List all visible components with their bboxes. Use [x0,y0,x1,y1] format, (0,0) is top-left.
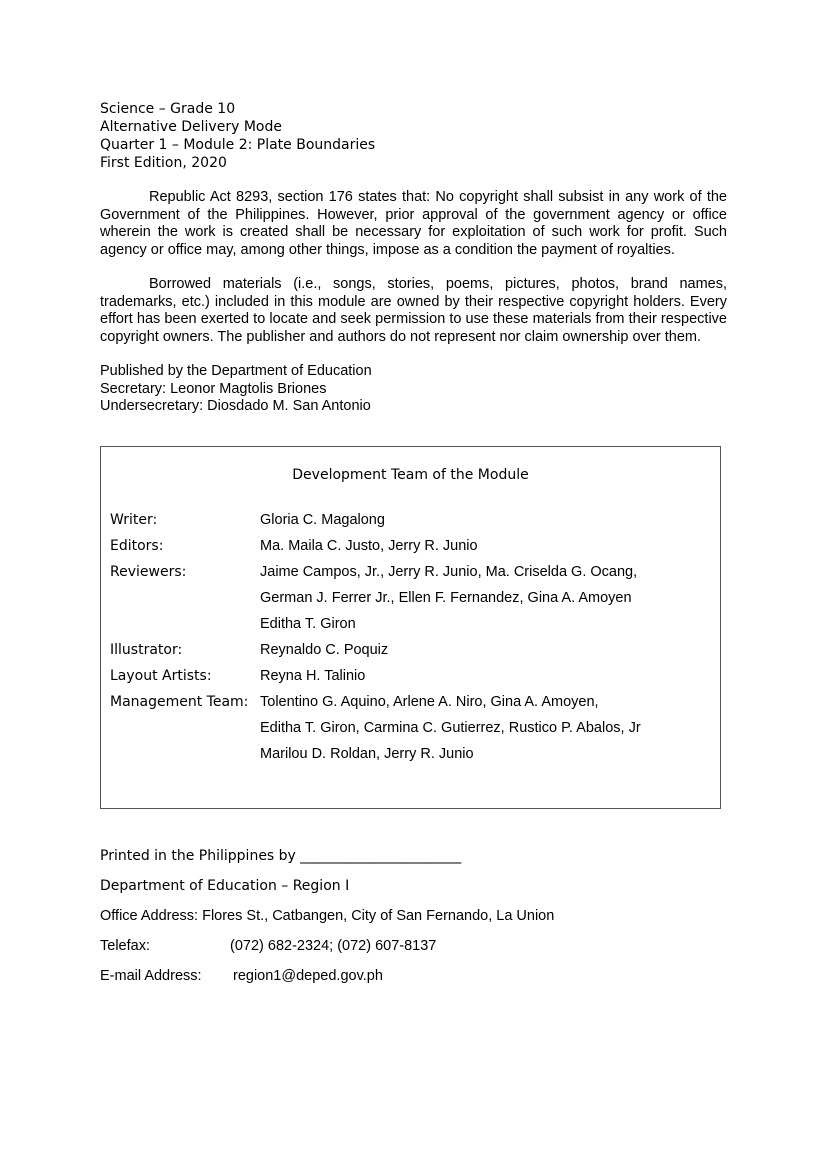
team-member-names: German J. Ferrer Jr., Ellen F. Fernandez, Gina A. Amoyen [260,590,632,606]
team-row [110,715,710,741]
email-label: E-mail Address: [100,968,202,984]
development-team-box [100,446,721,809]
subject-grade: Science – Grade 10 [100,101,236,117]
telefax-value: (072) 682-2324; (072) 607-8137 [230,938,437,954]
team-role-label: Layout Artists: [110,668,212,684]
team-member-names: Editha T. Giron [260,616,356,632]
team-member-names: Gloria C. Magalong [260,512,385,528]
team-row [110,611,710,637]
publication-footer [100,846,727,996]
document-page [100,100,727,416]
team-role-label [110,611,260,637]
team-row [110,559,710,585]
team-row [110,663,710,689]
team-role-label [110,585,260,611]
delivery-mode: Alternative Delivery Mode [100,119,282,135]
region-line: Department of Education – Region I [100,878,350,894]
team-member-names: Tolentino G. Aquino, Arlene A. Niro, Gina A. Amoyen, [260,694,599,710]
module-header [100,100,727,172]
team-member-names: Marilou D. Roldan, Jerry R. Junio [260,746,474,762]
publisher-line: Published by the Department of Education [100,363,372,379]
team-member-names: Jaime Campos, Jr., Jerry R. Junio, Ma. Criselda G. Ocang, [260,564,638,580]
team-title: Development Team of the Module [292,467,529,483]
printed-in-line: Printed in the Philippines by _______________________ [100,848,462,864]
team-role-label: Writer: [110,512,158,528]
team-role-label: Management Team: [110,694,249,710]
copyright-paragraph: Republic Act 8293, section 176 states that: No copyright shall subsist in any work of the Government of the Philippines. However, prior approval of the government agency or office wherein the work is created shall be necessary for exploitation of such work for profit. Such agency or office may, among other things, impose as a condition the payment of royalties. [100,189,727,258]
quarter-module: Quarter 1 – Module 2: Plate Boundaries [100,137,376,153]
secretary-line: Secretary: Leonor Magtolis Briones [100,380,327,397]
publisher-block [100,363,727,416]
team-role-label [110,741,260,767]
team-member-names: Ma. Maila C. Justo, Jerry R. Junio [260,538,478,554]
team-row [110,533,710,559]
team-row [110,689,710,715]
telefax-label: Telefax: [100,938,150,954]
telefax-line [100,936,727,966]
team-row [110,507,710,533]
team-role-label: Editors: [110,538,164,554]
edition: First Edition, 2020 [100,155,227,171]
team-role-label: Reviewers: [110,564,187,580]
team-role-label: Illustrator: [110,642,183,658]
team-list [110,507,710,767]
team-member-names: Editha T. Giron, Carmina C. Gutierrez, Rustico P. Abalos, Jr [260,720,641,736]
team-role-label [110,715,260,741]
team-row [110,637,710,663]
team-row [110,741,710,767]
team-member-names: Reyna H. Talinio [260,668,366,684]
undersecretary-line: Undersecretary: Diosdado M. San Antonio [100,398,371,414]
office-address-line: Office Address: Flores St., Catbangen, City of San Fernando, La Union [100,908,555,924]
team-row [110,585,710,611]
borrowed-materials-paragraph: Borrowed materials (i.e., songs, stories, poems, pictures, photos, brand names, trademarks, etc.) included in this module are owned by their respective copyright holders. Every effort has been exerted to locate and seek permission to use these materials from their respective copyright owners. The publisher and authors do not represent nor claim ownership over them. [100,276,727,345]
email-value: region1@deped.gov.ph [233,968,383,984]
email-line [100,966,727,996]
team-member-names: Reynaldo C. Poquiz [260,642,389,658]
